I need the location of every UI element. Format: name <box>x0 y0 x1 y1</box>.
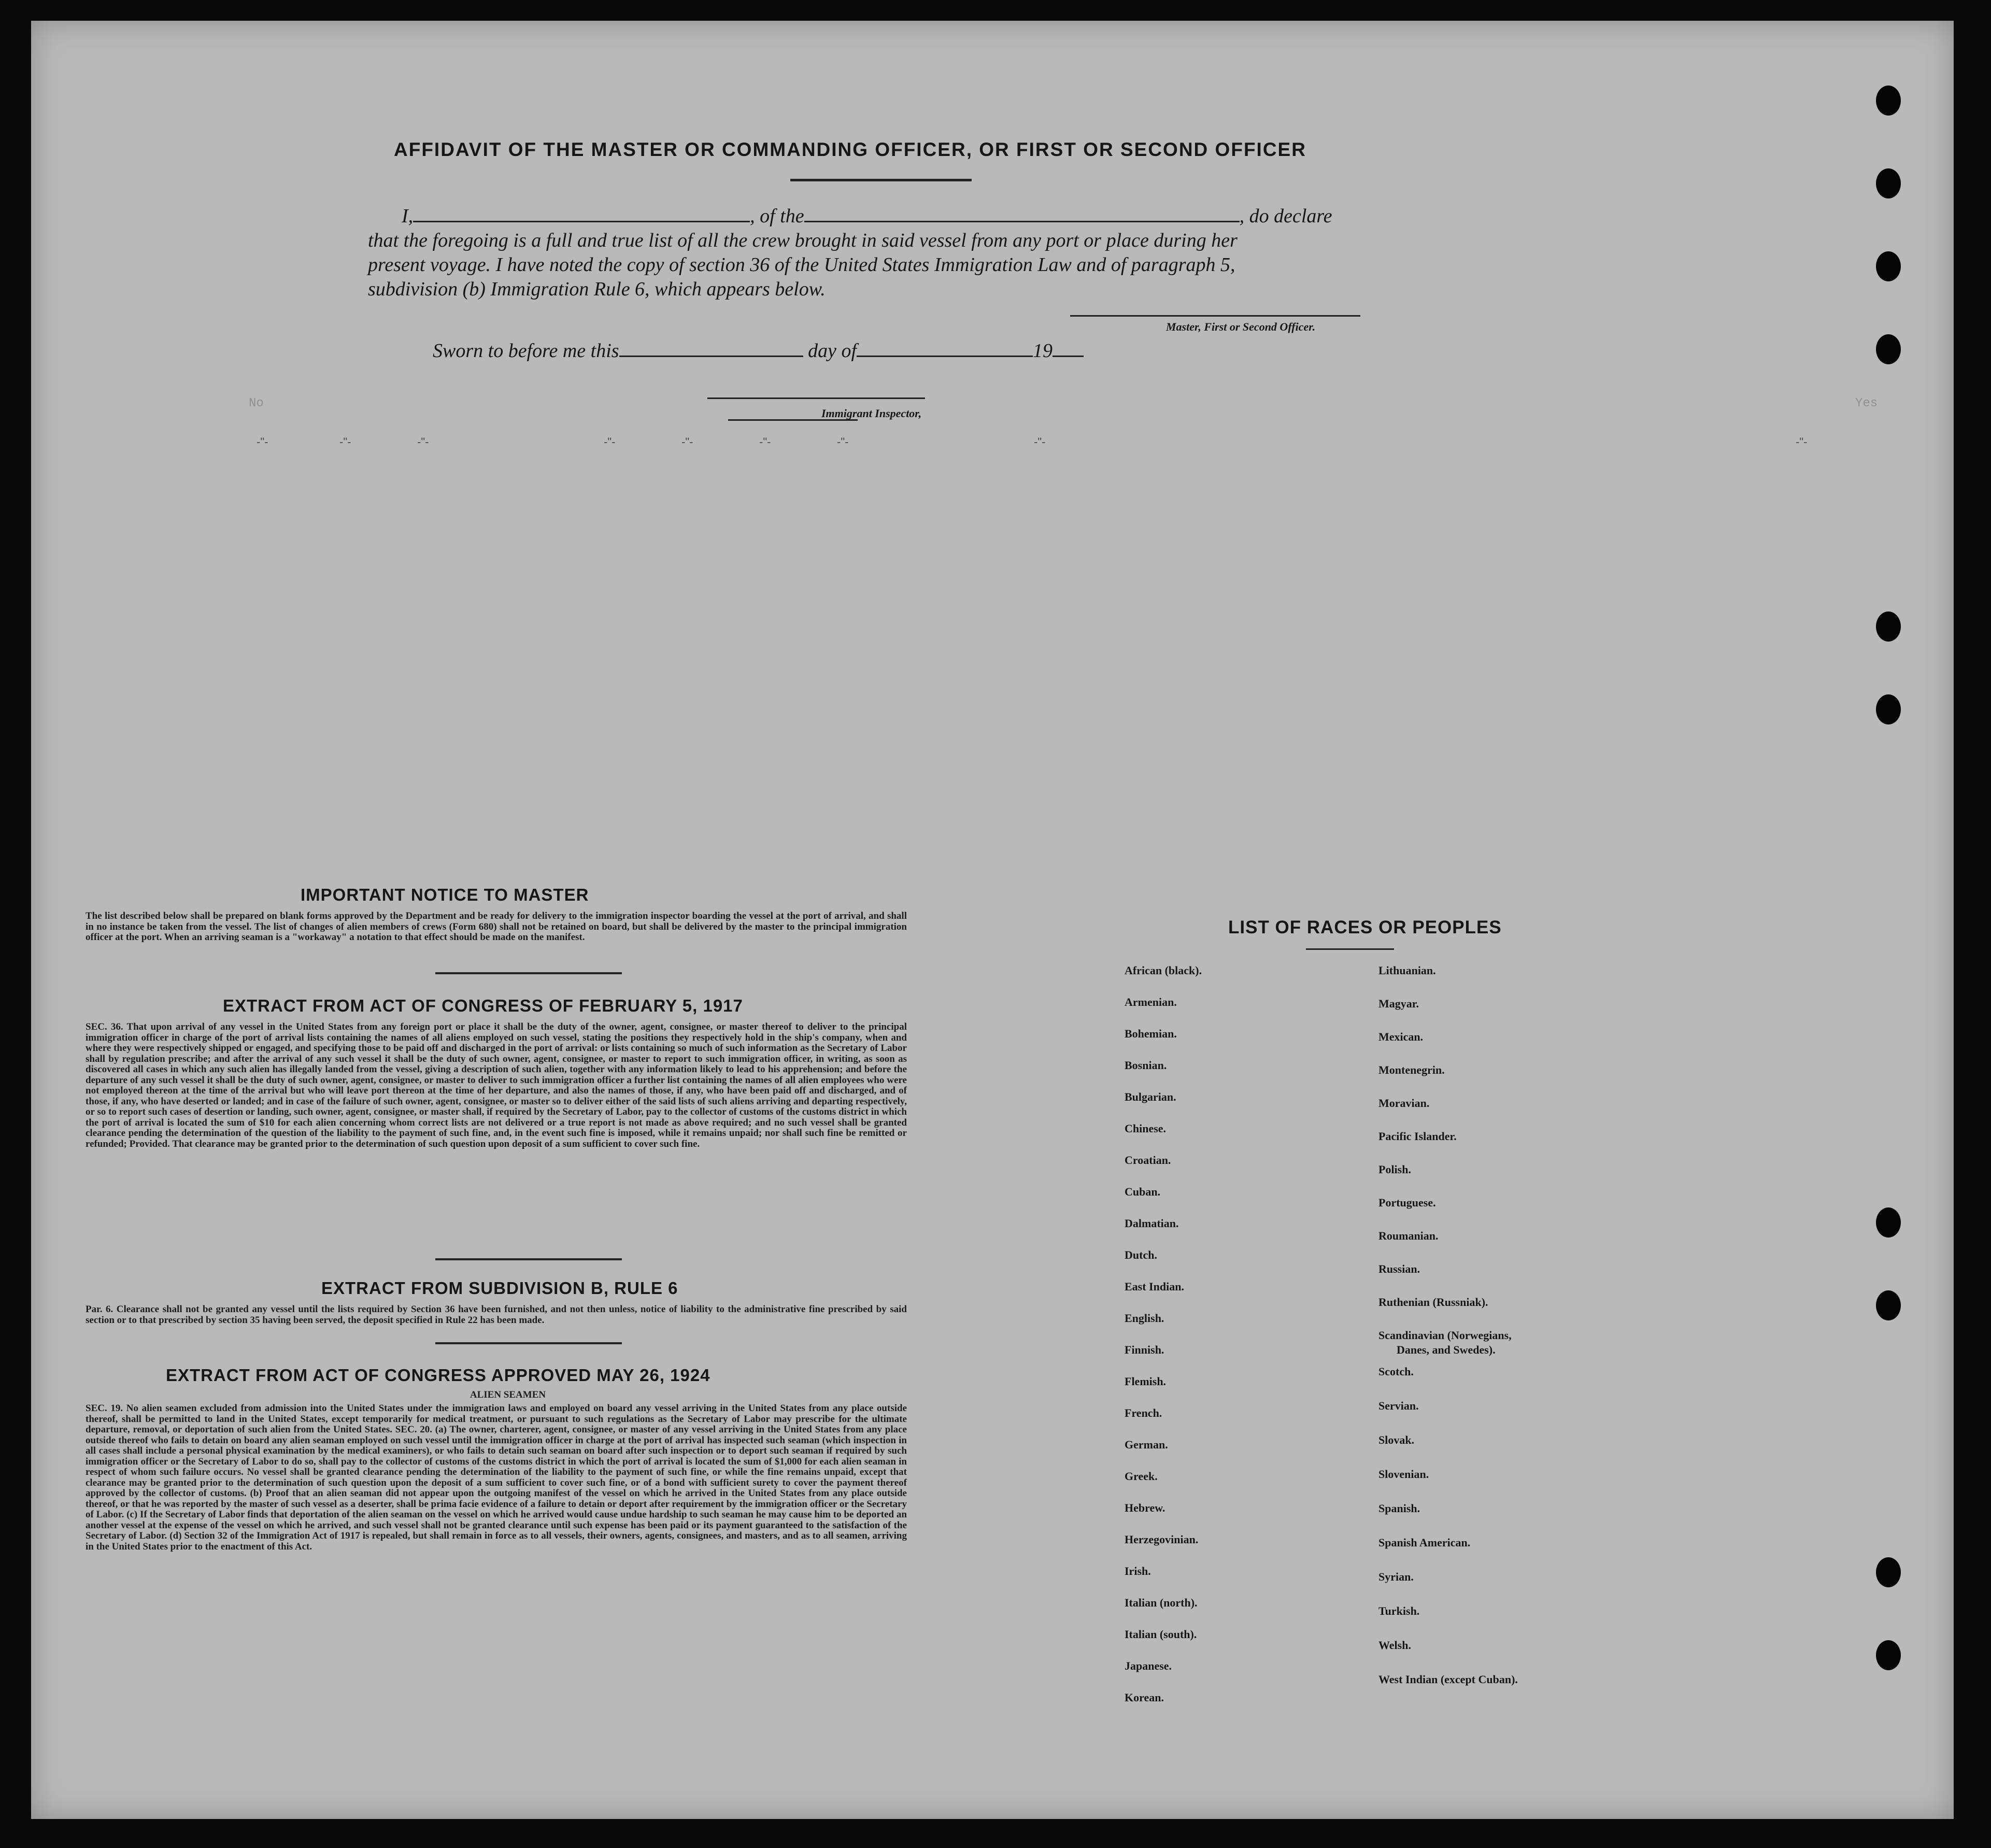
affidavit-title: AFFIDAVIT OF THE MASTER OR COMMANDING OFFICER, OR FIRST OR SECOND OFFICER <box>394 139 1306 160</box>
sworn-line: Sworn to before me this day of 19 <box>433 339 1469 362</box>
extract-1924-text: SEC. 19. No alien seamen excluded from admission into the United States under the immigration laws and employed on board any vessel arriving in the United States from any place outside thereof, shall be permitted to land in the United States, except temporarily for medical treatment, or pursuant to such regulations as the Secretary of Labor may prescribe for the ultimate departure, removal, or deportation of such alien from the United States. SEC. 20. (a) The owner, charterer, agent, consignee, or master of any vessel arriving in the United States from any place outside thereof who fails to detain on board any alien seaman employed on such vessel until the immigration officer in charge at the port of arrival has inspected such seaman (which inspection in all cases shall include a personal physical examination by the medical examiners), or who fails to detain such seaman on board after such inspection or to deport such seaman if required by such immigration officer or the Secretary of Labor to do so, shall pay to the collector of customs of the customs district in which the port of arrival is located the sum of $1,000 for each alien seaman in respect of whom such failure occurs. No vessel shall be granted clearance pending the determination of the liability to the payment of such fine, or while the fine remains unpaid, except that clearance may be granted prior to the determination of such question upon the deposit of a sum sufficient to cover such fine, or of a bond with sufficient surety to cover the payment thereof approved by the collector of customs. (b) Proof that an alien seaman did not appear upon the outgoing manifest of the vessel on which he arrived in the United States from any place outside thereof, or that he was reported by the master of such vessel as a deserter, shall be prima facie evidence of a failure to detain or deport after requirement by the immigration officer or the Secretary of Labor. (c) If the Secretary of Labor finds that deportation of the alien seaman on the vessel on which he arrived would cause undue hardship to such seaman he may cause him to be deported an another vessel at the expense of the vessel on which he arrived, and such vessel shall not be granted clearance until such expense has been paid or its payment guaranteed to the satisfaction of the Secretary of Labor. (d) Section 32 of the Immigration Act of 1917 is repealed, but shall remain in force as to all vessels, their owners, agents, consignees, and masters, and as to all seamen, arriving in the United States prior to the enactment of this Act. <box>86 1403 907 1552</box>
race-item: Turkish. <box>1378 1604 1420 1617</box>
ditto-mark: -"- <box>681 435 693 448</box>
bleed-through-no: No <box>249 396 264 410</box>
extract-rule6-rule <box>435 1342 622 1344</box>
ditto-mark: -"- <box>339 435 351 448</box>
extract-1917-rule <box>435 1258 622 1260</box>
race-item: Flemish. <box>1125 1375 1167 1388</box>
ditto-mark: -"- <box>837 435 849 448</box>
race-item: Bohemian. <box>1125 1027 1177 1040</box>
race-item: Magyar. <box>1378 997 1419 1010</box>
master-signature-label: Master, First or Second Officer. <box>1166 320 1316 333</box>
race-item: Armenian. <box>1125 996 1177 1008</box>
punch-hole <box>1876 694 1901 724</box>
bleed-through-yes: Yes <box>1855 396 1878 410</box>
race-item: Spanish American. <box>1378 1536 1471 1549</box>
race-item: Moravian. <box>1378 1097 1430 1110</box>
ditto-mark: -"- <box>417 435 429 448</box>
race-item: East Indian. <box>1125 1280 1184 1293</box>
extract-rule6-text: Par. 6. Clearance shall not be granted any vessel until the lists required by Section 36 have been furnished, and not then unless, notice of liability to the administrative fine prescribed by said section or to that prescribed by section 35 having been served, the deposit specified in Rule 22 has been made. <box>86 1304 907 1326</box>
name-blank[interactable] <box>413 205 750 222</box>
notice-title: IMPORTANT NOTICE TO MASTER <box>301 885 589 904</box>
sworn-day-blank[interactable] <box>619 340 803 357</box>
race-item: Syrian. <box>1378 1570 1414 1583</box>
race-item: Dutch. <box>1125 1248 1157 1261</box>
race-item: Pacific Islander. <box>1378 1130 1457 1143</box>
race-item: Russian. <box>1378 1262 1420 1275</box>
race-item: Ruthenian (Russniak). <box>1378 1296 1488 1309</box>
punch-hole <box>1876 1640 1901 1670</box>
punch-hole <box>1876 1557 1901 1587</box>
ditto-mark: -"- <box>604 435 616 448</box>
race-item: Welsh. <box>1378 1639 1411 1652</box>
race-item: Chinese. <box>1125 1122 1167 1135</box>
race-item: Slovenian. <box>1378 1468 1429 1481</box>
master-signature-line[interactable] <box>1070 315 1360 317</box>
race-item: Scandinavian (Norwegians, <box>1378 1329 1512 1342</box>
declaration-line-4: subdivision (b) Immigration Rule 6, which appears below. <box>368 278 826 300</box>
race-item: Irish. <box>1125 1565 1151 1577</box>
ditto-mark: -"- <box>1796 435 1808 448</box>
race-item: Roumanian. <box>1378 1229 1439 1242</box>
race-item: Croatian. <box>1125 1154 1171 1167</box>
race-item: French. <box>1125 1406 1162 1419</box>
inspector-label: Immigrant Inspector, <box>821 407 922 420</box>
race-item: English. <box>1125 1312 1164 1325</box>
ditto-mark: -"- <box>759 435 771 448</box>
punch-hole <box>1876 251 1901 281</box>
punch-hole <box>1876 1207 1901 1238</box>
punch-hole <box>1876 1290 1901 1320</box>
sworn-year-blank[interactable] <box>1053 340 1084 357</box>
race-item: West Indian (except Cuban). <box>1378 1673 1518 1686</box>
race-item: Dalmatian. <box>1125 1217 1179 1230</box>
race-item: African (black). <box>1125 964 1202 977</box>
declaration-line-1: I, , of the , do declare <box>402 205 1332 227</box>
inspector-signature-line[interactable] <box>707 397 925 399</box>
declaration-line-2: that the foregoing is a full and true list of all the crew brought in said vessel from any port or place during her <box>368 230 1238 251</box>
race-item: Herzegovinian. <box>1125 1533 1199 1546</box>
race-item: Danes, and Swedes). <box>1397 1343 1496 1356</box>
race-item: Cuban. <box>1125 1185 1161 1198</box>
race-item: Portuguese. <box>1378 1196 1436 1209</box>
race-item: Mexican. <box>1378 1030 1424 1043</box>
extract-1924-title: EXTRACT FROM ACT OF CONGRESS APPROVED MAY 26, 1924 <box>166 1366 710 1385</box>
punch-hole <box>1876 334 1901 364</box>
race-item: Servian. <box>1378 1399 1419 1412</box>
race-item: Lithuanian. <box>1378 964 1436 977</box>
title-underline <box>790 179 972 181</box>
race-item: Scotch. <box>1378 1365 1414 1378</box>
race-item: Bulgarian. <box>1125 1090 1176 1103</box>
race-item: Italian (north). <box>1125 1596 1198 1609</box>
ditto-mark: -"- <box>257 435 268 448</box>
manifest-page <box>31 21 1954 1819</box>
ditto-mark: -"- <box>1034 435 1046 448</box>
race-item: Bosnian. <box>1125 1059 1167 1072</box>
race-item: Spanish. <box>1378 1502 1420 1515</box>
race-item: Hebrew. <box>1125 1501 1165 1514</box>
notice-text: The list described below shall be prepared on blank forms approved by the Department and be ready for delivery to the immigration inspector boarding the vessel at the port of arrival, and shall in no instance be taken from the vessel. The list of changes of alien members of crews (Form 680) shall not be retained on board, but shall be delivered by the master to the principal immigration officer at the port. When an arriving seaman is a "workaway" a notation to that effect should be made on the manifest. <box>86 911 907 943</box>
extract-1917-title: EXTRACT FROM ACT OF CONGRESS OF FEBRUARY 5, 1917 <box>223 996 743 1015</box>
notice-rule <box>435 972 622 974</box>
punch-hole <box>1876 86 1901 116</box>
punch-hole <box>1876 168 1901 198</box>
races-title: LIST OF RACES OR PEOPLES <box>1228 917 1502 937</box>
punch-hole <box>1876 612 1901 642</box>
extract-rule6-title: EXTRACT FROM SUBDIVISION B, RULE 6 <box>321 1278 678 1298</box>
race-item: Italian (south). <box>1125 1628 1197 1641</box>
race-item: Korean. <box>1125 1691 1164 1704</box>
declaration-line-3: present voyage. I have noted the copy of section 36 of the United States Immigration Law and of paragraph 5, <box>368 254 1235 276</box>
races-rule <box>1306 948 1394 950</box>
race-item: Japanese. <box>1125 1659 1172 1672</box>
race-item: Slovak. <box>1378 1433 1415 1446</box>
race-item: Polish. <box>1378 1163 1411 1176</box>
extract-1924-subtitle: ALIEN SEAMEN <box>470 1389 546 1400</box>
race-item: German. <box>1125 1438 1168 1451</box>
sworn-month-blank[interactable] <box>857 340 1033 357</box>
extract-1917-text: SEC. 36. That upon arrival of any vessel in the United States from any foreign port or place it shall be the duty of the owner, agent, consignee, or master thereof to deliver to the principal immigration officer in charge of the port of arrival lists containing the names of all aliens employed on such vessel, stating the positions they respectively hold in the ship's company, when and where they were respectively shipped or engaged, and specifying those to be paid off and discharged in the port of arrival: or lists containing so much of such information as the Secretary of Labor shall by regulation prescribe; and after the arrival of any such vessel it shall be the duty of such owner, agent, consignee, or master to report to such immigration officer, in writing, as soon as discovered all cases in which any such alien has illegally landed from the vessel, giving a description of such alien, together with any information likely to lead to his apprehension; and before the departure of any such vessel it shall be the duty of such owner, agent, consignee, or master to deliver to such immigration officer a further list containing the names of all alien employees who were not employed thereon at the time of the arrival but who will leave port thereon at the time of her departure, and also the names of those, if any, who have been paid off and discharged, and of those, if any, who have deserted or landed; and in case of the failure of such owner, agent, consignee, or master so to deliver either of the said lists of such aliens arriving and departing respectively, or so to report such cases of desertion or landing, such owner, agent, consignee, or master shall, if required by the Secretary of Labor, pay to the collector of customs of the customs district in which the port of arrival is located the sum of $10 for each alien concerning whom correct lists are not delivered or a true report is not made as above required; and no such vessel shall be granted clearance pending the determination of the question of the liability to the payment of such fine, and, in the event such fine is imposed, while it remains unpaid; nor shall such fine be remitted or refunded; Provided. That clearance may be granted prior to the determination of such question upon deposit of a sum sufficient to cover such fine. <box>86 1021 907 1149</box>
vessel-blank[interactable] <box>804 205 1240 222</box>
race-item: Finnish. <box>1125 1343 1164 1356</box>
race-item: Montenegrin. <box>1378 1063 1445 1076</box>
race-item: Greek. <box>1125 1470 1158 1483</box>
